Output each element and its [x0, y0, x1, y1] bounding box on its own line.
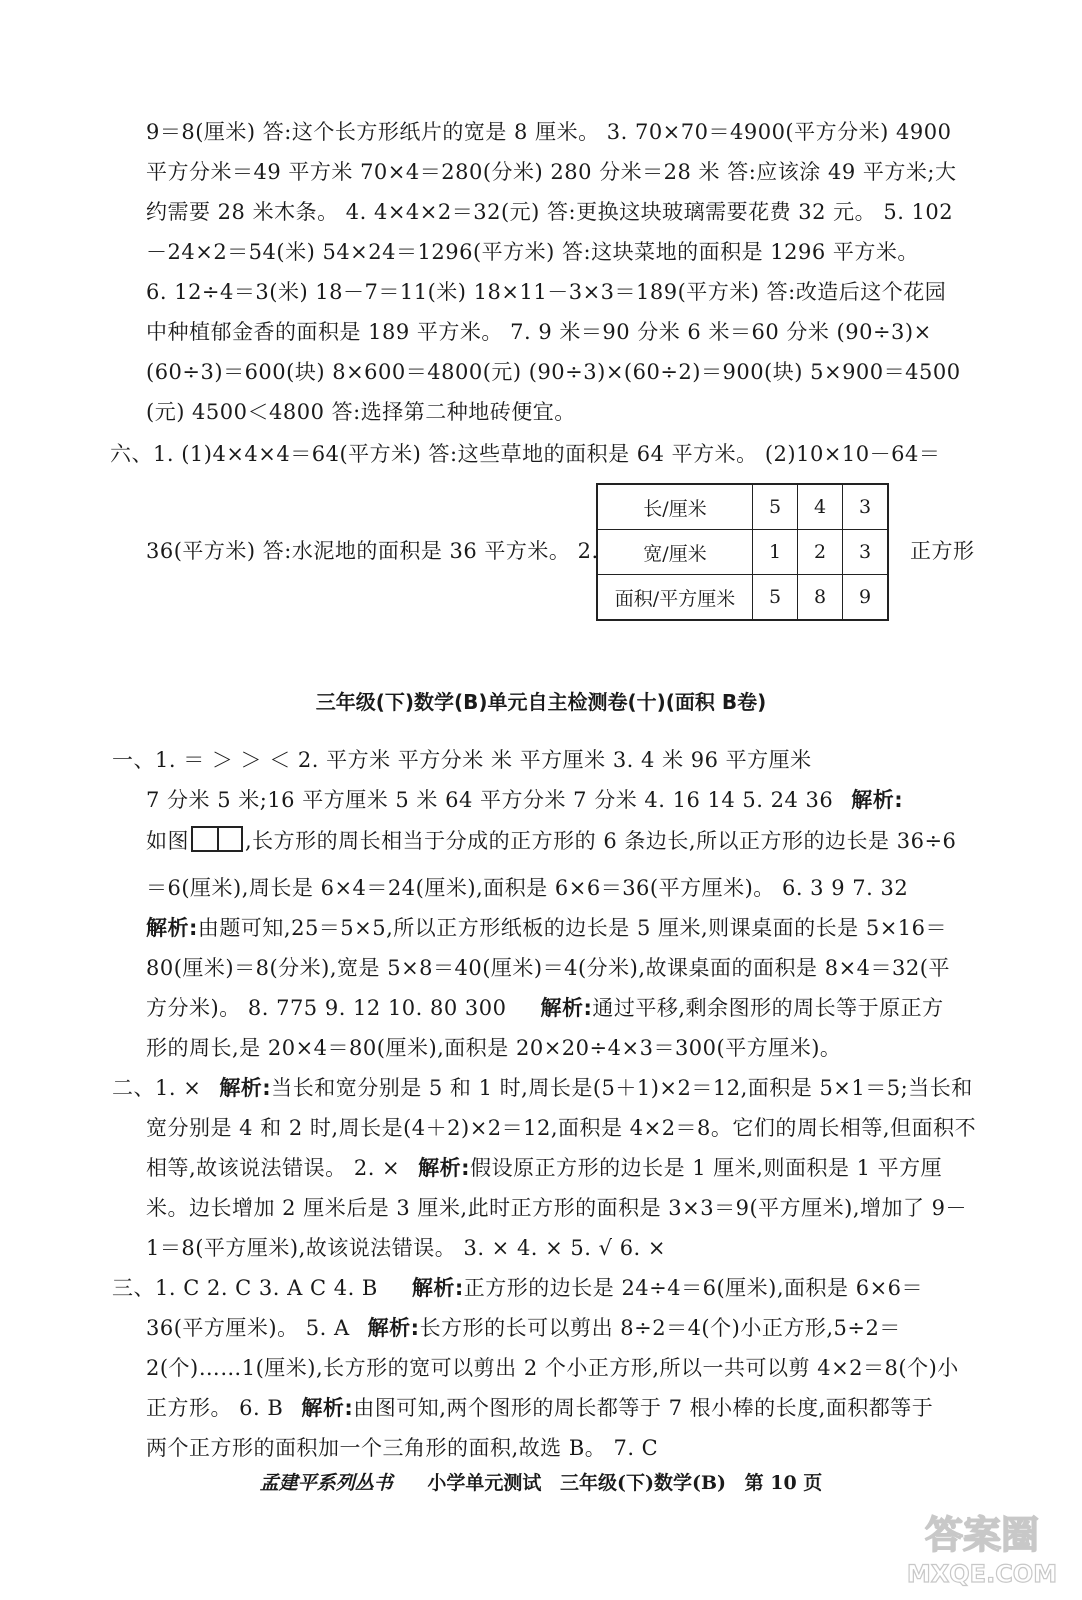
- answer-line: 2(个)……1(厘米),长方形的宽可以剪出 2 个小正方形,所以一共可以剪 4×2＝8(个)小: [146, 1356, 959, 1380]
- table-cell: 5: [753, 575, 798, 621]
- answer-text: 二、1. ×: [112, 1076, 202, 1100]
- answer-text: 当长和宽分别是 5 和 1 时,周长是(5＋1)×2＝12,面积是 5×1＝5;当长和: [271, 1076, 973, 1100]
- answer-line: 80(厘米)＝8(分米),宽是 5×8＝40(厘米)＝4(分米),故课桌面的面积是 8×4＝32(平: [146, 956, 950, 980]
- table-row-label: 面积/平方厘米: [597, 575, 753, 621]
- answer-line: [146, 994, 944, 1022]
- answer-line: 一、1. ＝ ＞ ＞ ＜ 2. 平方米 平方分米 米 平方厘米 3. 4 米 96 平方厘米: [112, 748, 812, 772]
- answer-line: 6. 12÷4＝3(米) 18－7＝11(米) 18×11－3×3＝189(平方米) 答:改造后这个花园: [146, 280, 947, 304]
- answer-line: [146, 914, 947, 942]
- answer-line: (60÷3)＝600(块) 8×600＝4800(元) (90÷3)×(60÷2)＝900(块) 5×900＝4500: [146, 360, 961, 384]
- answer-text: 正方形。 6. B: [146, 1396, 284, 1420]
- answer-text: 长方形的长可以剪出 8÷2＝4(个)小正方形,5÷2＝: [419, 1316, 901, 1340]
- answer-text: 7 分米 5 米;16 平方厘米 5 米 64 平方分米 7 分米 4. 16 14 5. 24 36: [146, 788, 834, 812]
- answer-line: 形的周长,是 20×4＝80(厘米),面积是 20×20÷4×3＝300(平方厘米)。: [146, 1036, 842, 1060]
- answer-line: [112, 1074, 973, 1102]
- answer-line: [146, 786, 903, 814]
- answer-line: 平方分米＝49 平方米 70×4＝280(分米) 280 分米＝28 米 答:应该涂 49 平方米;大: [146, 160, 957, 184]
- analysis-label: 解析:: [418, 1156, 471, 1180]
- answer-text: 方分米)。 8. 775 9. 12 10. 80 300: [146, 996, 507, 1020]
- table-cell: 1: [753, 530, 798, 575]
- answer-line: 中种植郁金香的面积是 189 平方米。 7. 9 米＝90 分米 6 米＝60 分米 (90÷3)×: [146, 320, 932, 344]
- answer-text: ,长方形的周长相当于分成的正方形的 6 条边长,所以正方形的边长是 36÷6: [245, 829, 957, 853]
- answer-line: [112, 1274, 923, 1302]
- series-name: 孟建平系列丛书: [259, 1472, 393, 1494]
- section-title: 三年级(下)数学(B)单元自主检测卷(十)(面积 B卷): [315, 690, 767, 714]
- answer-line: [146, 826, 956, 855]
- answer-text: 相等,故该说法错误。 2. ×: [146, 1156, 401, 1180]
- table-row-label: 宽/厘米: [597, 530, 753, 575]
- dimensions-table: [596, 483, 889, 621]
- answer-line: [146, 1154, 942, 1182]
- table-cell: 3: [843, 530, 889, 575]
- answer-text: 三、1. C 2. C 3. A C 4. B: [112, 1276, 378, 1300]
- page-footer: [0, 1468, 1082, 1495]
- answer-line: 约需要 28 米木条。 4. 4×4×2＝32(元) 答:更换这块玻璃需要花费 32 元。 5. 102: [146, 200, 954, 224]
- answer-line: 9＝8(厘米) 答:这个长方形纸片的宽是 8 厘米。 3. 70×70＝4900(平方分米) 4900: [146, 120, 952, 144]
- watermark-logo: [892, 1500, 1072, 1590]
- analysis-label: 解析:: [411, 1276, 464, 1300]
- table-cell: 9: [843, 575, 889, 621]
- answer-text: 通过平移,剩余图形的周长等于原正方: [592, 996, 944, 1020]
- analysis-label: 解析:: [851, 788, 904, 812]
- answer-text: 假设原正方形的边长是 1 厘米,则面积是 1 平方厘: [470, 1156, 943, 1180]
- book-name: 小学单元测试: [427, 1472, 542, 1494]
- answer-line: [146, 1394, 933, 1422]
- answer-line: (元) 4500＜4800 答:选择第二种地砖便宜。: [146, 400, 576, 424]
- answer-line: ＝6(厘米),周长是 6×4＝24(厘米),面积是 6×6＝36(平方厘米)。 6. 3 9 7. 32: [146, 876, 909, 900]
- grade-label: 三年级(下)数学(B): [559, 1472, 726, 1494]
- answer-text: 由题可知,25＝5×5,所以正方形纸板的边长是 5 厘米,则课桌面的长是 5×16＝: [197, 916, 948, 940]
- answer-line: 米。边长增加 2 厘米后是 3 厘米,此时正方形的面积是 3×3＝9(平方厘米),增加了 9－: [146, 1196, 968, 1220]
- answer-text: 正方形的边长是 24÷4＝6(厘米),面积是 6×6＝: [463, 1276, 924, 1300]
- table-row: [597, 575, 888, 621]
- watermark-text: 答案圈: [924, 1513, 1040, 1557]
- analysis-label: 解析:: [301, 1396, 354, 1420]
- analysis-label: 解析:: [540, 996, 593, 1020]
- table-cell: 3: [843, 484, 889, 530]
- answer-text: 由图可知,两个图形的周长都等于 7 根小棒的长度,面积都等于: [353, 1396, 934, 1420]
- table-cell: 4: [798, 484, 843, 530]
- answer-text: 36(平方厘米)。 5. A: [146, 1316, 350, 1340]
- answer-line: 宽分别是 4 和 2 时,周长是(4＋2)×2＝12,面积是 4×2＝8。它们的周长相等,但面积不: [146, 1116, 977, 1140]
- analysis-label: 解析:: [146, 916, 198, 940]
- table-cell: 8: [798, 575, 843, 621]
- divided-rectangle-figure: [191, 826, 243, 852]
- analysis-label: 解析:: [367, 1316, 420, 1340]
- answer-line: 六、1. (1)4×4×4＝64(平方米) 答:这些草地的面积是 64 平方米。 (2)10×10－64＝: [110, 442, 941, 466]
- page-number: 第 10 页: [744, 1472, 823, 1494]
- answer-line: 36(平方米) 答:水泥地的面积是 36 平方米。 2.: [146, 539, 599, 563]
- answer-line: 1＝8(平方厘米),故该说法错误。 3. × 4. × 5. √ 6. ×: [146, 1236, 666, 1260]
- answer-line: [146, 1314, 901, 1342]
- answer-line: －24×2＝54(米) 54×24＝1296(平方米) 答:这块菜地的面积是 1296 平方米。: [146, 240, 919, 264]
- watermark-url: MXQE.COM: [906, 1560, 1058, 1588]
- square-answer: 正方形: [910, 539, 975, 563]
- table-row: [597, 530, 888, 575]
- table-row-label: 长/厘米: [597, 484, 753, 530]
- table-row: [597, 484, 888, 530]
- table-cell: 5: [753, 484, 798, 530]
- answer-text: 如图: [146, 829, 189, 853]
- analysis-label: 解析:: [219, 1076, 272, 1100]
- table-cell: 2: [798, 530, 843, 575]
- answer-line: 两个正方形的面积加一个三角形的面积,故选 B。 7. C: [146, 1436, 659, 1460]
